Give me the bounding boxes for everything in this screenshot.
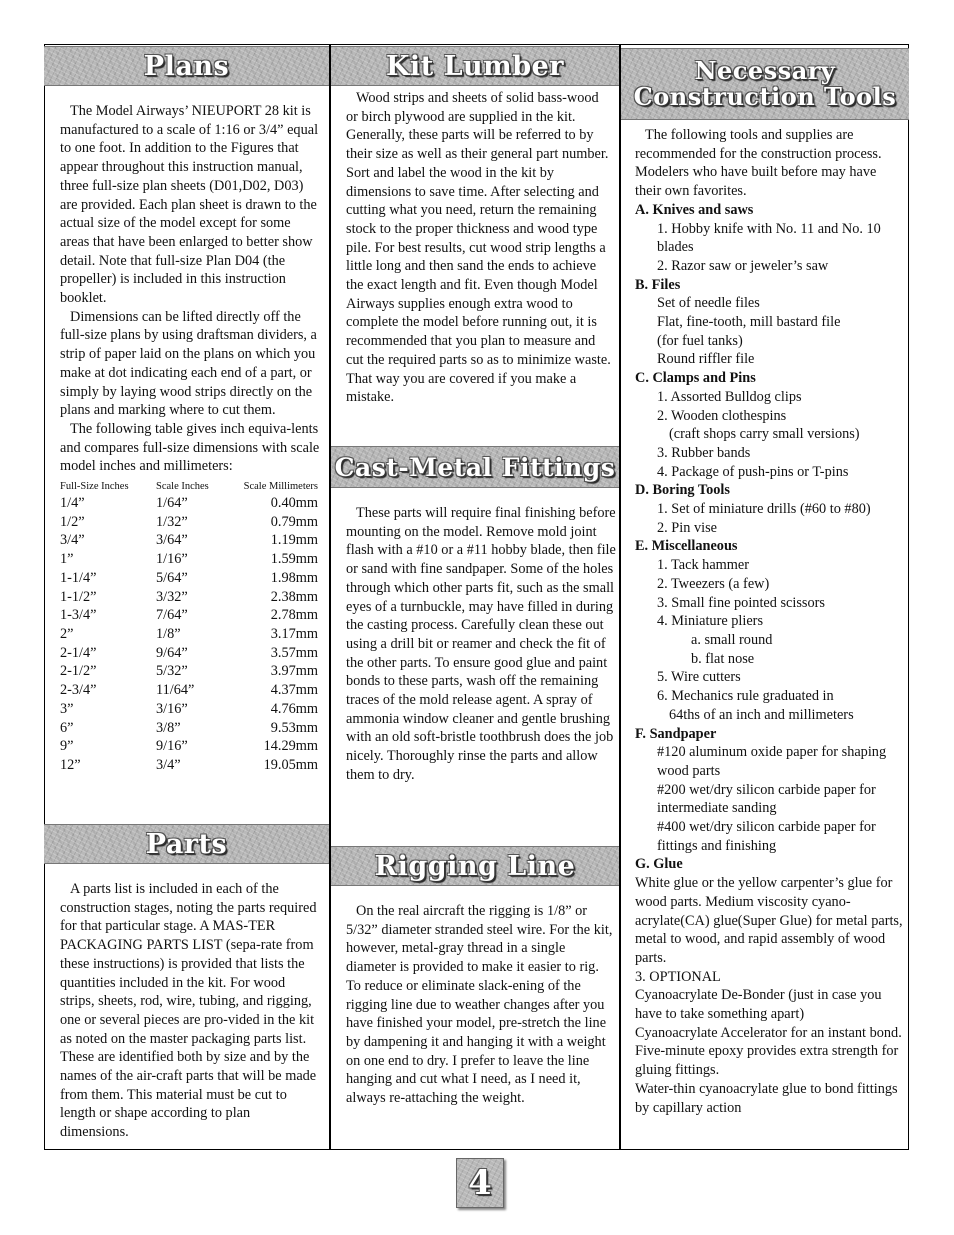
cell-full-size: 3” [60, 700, 74, 717]
cell-scale-inches: 7/64” [156, 607, 188, 624]
cell-full-size: 1-1/4” [60, 569, 97, 586]
tools-title-line-2: Construction Tools [633, 82, 897, 111]
tools-list-item: 3. Small fine pointed scissors [657, 594, 825, 611]
tools-list-item: Flat, fine-tooth, mill bastard file [657, 314, 841, 331]
tools-category-heading: F. Sandpaper [635, 725, 717, 742]
cell-scale-mm: 9.53mm [270, 719, 318, 736]
tools-list-item: 2. Razor saw or jeweler’s saw [657, 257, 829, 274]
table-row [60, 550, 318, 569]
cell-scale-mm: 19.05mm [263, 756, 318, 773]
tools-list-item: b. flat nose [691, 650, 755, 667]
tools-list-item: 4. Miniature pliers [657, 613, 764, 630]
table-header-row [60, 480, 318, 494]
tools-list-item: #200 wet/dry silicon carbide paper for intermediate sanding [657, 781, 876, 817]
cell-full-size: 3/4” [60, 532, 85, 549]
table-row [60, 531, 318, 550]
tools-list-item: a. small round [691, 631, 773, 648]
kit-lumber-paragraph-1: Wood strips and sheets of solid bass-wood or birch plywood are supplied in the kit. Generally, these parts will be referred to by their size as well as their general part number. Sort and label the wood in the kit by dimensions to save time. After selecting and cutting what you need, return the remaining stock to the proper thickness and wood type pile. For best results, cut wood strip lengths a little long and then sand the ends to achieve the exact length and fit. Even though Model Airways supplies enough extra wood to complete the model before running out, it is recommended that you plan to measure and cut the required parts so as to minimize waste. That way you are covered if you make a mistake. [346, 90, 611, 406]
cell-full-size: 2-1/2” [60, 663, 97, 680]
table-row [60, 756, 318, 775]
table-row [60, 625, 318, 644]
tools-category-heading: B. Files [635, 276, 681, 293]
rigging-banner [331, 846, 619, 886]
kit-lumber-banner [331, 46, 619, 86]
cell-full-size: 1-1/2” [60, 588, 97, 605]
table-row [60, 494, 318, 513]
table-row [60, 644, 318, 663]
table-row [60, 588, 318, 607]
table-row [60, 719, 318, 738]
page-number: 4 [468, 1163, 492, 1203]
cell-full-size: 12” [60, 756, 81, 773]
parts-body [60, 880, 322, 1142]
rigging-title: Rigging Line [374, 850, 576, 882]
cell-scale-mm: 2.78mm [270, 607, 318, 624]
cell-scale-mm: 4.37mm [270, 682, 318, 699]
cell-full-size: 2-1/4” [60, 644, 97, 661]
parts-title: Parts [145, 828, 228, 860]
cell-scale-mm: 2.38mm [270, 588, 318, 605]
cell-scale-mm: 14.29mm [263, 738, 318, 755]
table-row [60, 700, 318, 719]
table-row [60, 569, 318, 588]
cell-full-size: 2-3/4” [60, 682, 97, 699]
table-row [60, 681, 318, 700]
cast-metal-title: Cast-Metal Fittings [334, 452, 616, 482]
cell-scale-mm: 1.19mm [270, 532, 318, 549]
cell-scale-inches: 1/32” [156, 513, 188, 530]
cell-full-size: 1” [60, 551, 74, 568]
plans-body [60, 102, 322, 775]
plans-paragraph-2: Dimensions can be lifted directly off the full-size plans by using draftsman dividers, a strip of paper laid on the plans on which you make at dot indicating each end of a part, or simply by laying wood strips directly on the plans and marking where to cut them. [60, 308, 317, 419]
cell-scale-mm: 3.97mm [270, 663, 318, 680]
cell-scale-inches: 5/64” [156, 569, 188, 586]
tools-list-item: Round riffler file [657, 351, 755, 368]
table-row [60, 606, 318, 625]
tools-list-item: Set of needle files [657, 295, 760, 312]
tools-list-item: Cyanoacrylate Accelerator for an instant bond. Five-minute epoxy provides extra strength for gluing fittings. [635, 1024, 902, 1079]
tools-category-heading: D. Boring Tools [635, 482, 730, 499]
tools-list-item: White glue or the yellow carpenter’s glue for wood parts. Medium viscosity cyano-acrylate(CA) glue(Super Glue) for metal parts, metal to wood, and rapid assembly of wood parts. [635, 875, 903, 966]
cell-scale-inches: 11/64” [156, 682, 195, 699]
tools-list-item: 5. Wire cutters [657, 669, 741, 686]
column-left [44, 44, 331, 1150]
tools-banner [621, 48, 909, 120]
kit-lumber-body [346, 89, 614, 407]
tools-list-item: 1. Tack hammer [657, 557, 750, 574]
tools-category-heading: G. Glue [635, 856, 683, 873]
cell-scale-mm: 3.17mm [270, 625, 318, 642]
cast-metal-body [346, 504, 616, 785]
cell-scale-inches: 1/64” [156, 495, 188, 512]
kit-lumber-title: Kit Lumber [385, 50, 565, 82]
tools-list-item: 2. Wooden clothespins [657, 407, 787, 424]
table-header-full-size: Full-Size Inches [60, 481, 129, 493]
table-row [60, 662, 318, 681]
column-right [621, 44, 909, 1150]
tools-list-item: 1. Assorted Bulldog clips [657, 388, 802, 405]
cell-scale-mm: 4.76mm [270, 700, 318, 717]
rigging-body [346, 902, 616, 1108]
tools-body [635, 126, 903, 1117]
cell-scale-mm: 0.79mm [270, 513, 318, 530]
plans-paragraph-3: The following table gives inch equiva-lents and compares full-size dimensions with scale model inches and millimeters: [60, 420, 320, 475]
column-middle [331, 44, 621, 1150]
tools-category-heading: E. Miscellaneous [635, 538, 738, 555]
cell-full-size: 1/2” [60, 513, 85, 530]
cell-full-size: 1/4” [60, 495, 85, 512]
tools-list-item: 6. Mechanics rule graduated in [657, 688, 834, 705]
cell-scale-inches: 1/16” [156, 551, 188, 568]
tools-intro: The following tools and supplies are recommended for the construction process. Modelers who have built before may have their own favorites. [635, 127, 882, 200]
tools-title-line-1: Necessary [694, 56, 836, 85]
plans-banner [44, 46, 329, 86]
cast-metal-paragraph-1: These parts will require final finishing before mounting on the model. Remove mold joint flash with a #10 or a #11 hobby blade, then file or sand with fine sandpaper. Some of the holes through which other parts fit, such as the small eyes of a turnbuckle, may have filled in during the casting process. Carefully clean these out using a drill bit or reamer and check the fit of the other parts. To ensure good glue and paint bonds to these parts, wash off the remaining traces of the mold release agent. A spray of ammonia window cleaner and gentle brushing with an old soft-bristle toothbrush does the job nicely. Thoroughly rinse the parts and allow them to dry. [346, 505, 616, 783]
table-row [60, 513, 318, 532]
cell-scale-inches: 5/32” [156, 663, 188, 680]
table-header-scale-inches: Scale Inches [156, 481, 209, 493]
tools-list-item: (craft shops carry small versions) [669, 426, 860, 443]
cell-scale-inches: 3/64” [156, 532, 188, 549]
tools-list-item: 3. Rubber bands [657, 444, 751, 461]
cell-scale-inches: 3/16” [156, 700, 188, 717]
tools-list-item: 2. Pin vise [657, 519, 717, 536]
cell-scale-inches: 3/8” [156, 719, 181, 736]
cell-scale-inches: 9/64” [156, 644, 188, 661]
tools-list-item: 64ths of an inch and millimeters [669, 706, 854, 723]
cell-scale-inches: 3/4” [156, 756, 181, 773]
tools-list-item: 1. Hobby knife with No. 11 and No. 10 blades [657, 220, 881, 256]
parts-paragraph-1: A parts list is included in each of the construction stages, noting the parts required for that particular stage. A MAS-TER PACKAGING PARTS LIST (sepa-rate from these instructions) is provided that lists the quantities included in the kit. For wood strips, sheets, rod, wire, tubing, and rigging, one or several pieces are pro-vided in the kit as noted on the master packaging parts list. These are identified both by size and by the names of the air-craft parts that will be made from them. This material must be cut to length or shape according to plan dimensions. [60, 881, 317, 1141]
cell-scale-mm: 0.40mm [270, 495, 318, 512]
tools-category-heading: C. Clamps and Pins [635, 370, 756, 387]
cell-full-size: 1-3/4” [60, 607, 97, 624]
cell-scale-inches: 9/16” [156, 738, 188, 755]
tools-list-item: 4. Package of push-pins or T-pins [657, 463, 849, 480]
tools-list-item: #400 wet/dry silicon carbide paper for fittings and finishing [657, 819, 876, 854]
rigging-paragraph-1: On the real aircraft the rigging is 1/8” or 5/32” diameter stranded steel wire. For the kit, however, metal-gray thread in a single diameter is provided to make it easier to rig. To reduce or eliminate slack-ening of the rigging line due to weather changes after you have finished your model, pre-stretch the line by dampening it and hanging it with a weight on one end to dry. I prefer to leave the line hanging and cut what I need, as I need it, always re-attaching the weight. [346, 903, 613, 1107]
tools-list-item: Water-thin cyanoacrylate glue to bond fittings by capillary action [635, 1080, 898, 1116]
cell-full-size: 9” [60, 738, 74, 755]
cell-full-size: 6” [60, 719, 74, 736]
cell-scale-inches: 3/32” [156, 588, 188, 605]
scale-conversion-table [60, 480, 318, 775]
cell-scale-mm: 1.98mm [270, 569, 318, 586]
page-number-badge [456, 1158, 504, 1208]
cell-full-size: 2” [60, 625, 74, 642]
tools-list-item: 1. Set of miniature drills (#60 to #80) [657, 501, 871, 518]
tools-list-item: Cyanoacrylate De-Bonder (just in case you have to take something apart) [635, 987, 882, 1023]
tools-list-item: #120 aluminum oxide paper for shaping wood parts [657, 744, 887, 779]
cell-scale-inches: 1/8” [156, 625, 181, 642]
tools-list-item: 2. Tweezers (a few) [657, 575, 770, 592]
plans-paragraph-1: The Model Airways’ NIEUPORT 28 kit is manufactured to a scale of 1:16 or 3/4” equal to one foot. In addition to the Figures that appear throughout this instruction manual, three full-size plan sheets (D01,D02, D03) are provided. Each plan sheet is drawn to the actual size of the model except for some areas that have been enlarged to better show detail. Note that full-size Plan D04 (the propeller) is included in this instruction booklet. [60, 103, 319, 307]
plans-title: Plans [143, 50, 230, 82]
table-row [60, 737, 318, 756]
cast-metal-banner [331, 446, 619, 488]
tools-list-item: (for fuel tanks) [657, 332, 743, 349]
cell-scale-mm: 3.57mm [270, 644, 318, 661]
parts-banner [44, 824, 329, 864]
tools-category-heading: A. Knives and saws [635, 201, 754, 218]
table-header-scale-mm: Scale Millimeters [243, 481, 318, 493]
cell-scale-mm: 1.59mm [270, 551, 318, 568]
tools-list-item: 3. OPTIONAL [635, 968, 721, 985]
